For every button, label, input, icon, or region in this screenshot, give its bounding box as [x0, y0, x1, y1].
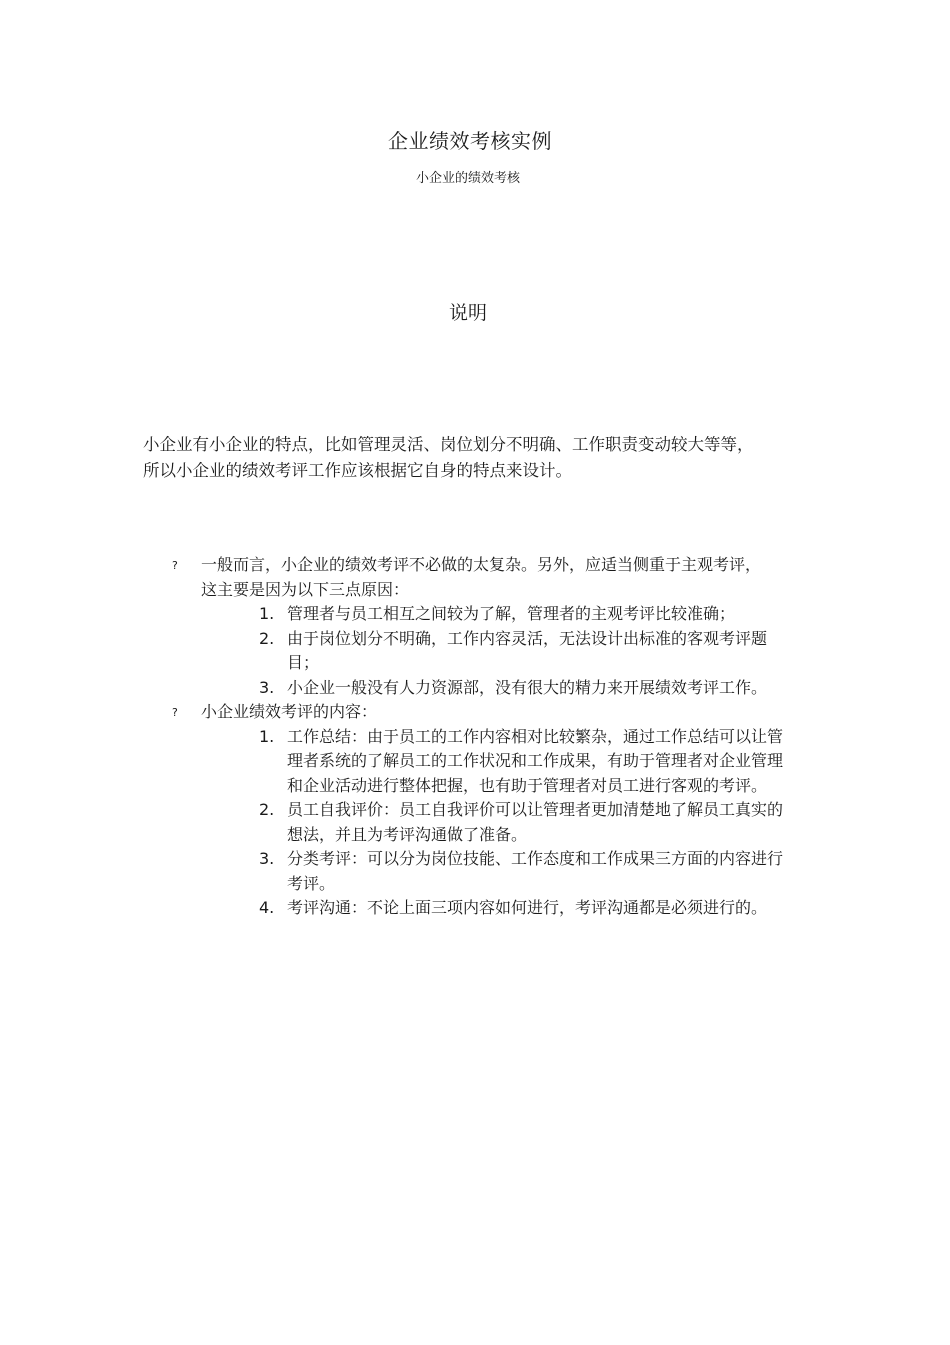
section-heading: 说明: [448, 302, 487, 324]
list-item-text: 考评沟通：不论上面三项内容如何进行，考评沟通都是必须进行的。: [287, 898, 768, 917]
numbered-list-reasons: [230, 602, 772, 700]
document-subtitle: 小企业的绩效考核: [415, 171, 520, 186]
list-item-text: 小企业一般没有人力资源部，没有很大的精力来开展绩效考评工作。: [287, 677, 768, 697]
list-number: 2.: [259, 628, 275, 648]
list-item: [230, 896, 790, 921]
numbered-list-contents: [230, 725, 784, 921]
list-item-text: 管理者与员工相互之间较为了解，管理者的主观考评比较准确；: [287, 604, 736, 623]
bullet-mark: ?: [172, 559, 178, 572]
list-number: 4.: [259, 898, 275, 917]
list-item: [230, 798, 790, 847]
document-title: 企业绩效考核实例: [388, 129, 552, 153]
bullet-mark: ?: [172, 706, 178, 719]
bullet-item-contents: [172, 700, 784, 921]
bullet-item-reasons: [172, 553, 772, 700]
list-number: 3.: [259, 677, 275, 697]
bullet-list: [172, 553, 784, 921]
list-number: 1.: [259, 726, 275, 746]
list-item-text: 工作总结：由于员工的工作内容相对比较繁杂，通过工作总结可以让管理者系统的了解员工的工作状况和工作成果，有助于管理者对企业管理和企业活动进行整体把握，也有助于管理者对员工进行客观的考评。: [287, 726, 784, 795]
list-number: 3.: [259, 849, 275, 868]
list-item: [230, 847, 790, 896]
list-number: 2.: [259, 800, 275, 819]
list-item: [230, 676, 790, 701]
intro-paragraph: 小企业有小企业的特点，比如管理灵活、岗位划分不明确、工作职责变动较大等等，所以小企业的绩效考评工作应该根据它自身的特点来设计。: [143, 435, 754, 480]
list-item: [230, 627, 790, 676]
list-item: [230, 602, 790, 627]
list-item-text: 由于岗位划分不明确，工作内容灵活，无法设计出标准的客观考评题目；: [287, 628, 768, 672]
list-item-text: 员工自我评价：员工自我评价可以让管理者更加清楚地了解员工真实的想法，并且为考评沟通做了准备。: [287, 800, 784, 844]
bullet-text: 小企业绩效考评的内容：: [201, 702, 378, 721]
list-item-text: 分类考评：可以分为岗位技能、工作态度和工作成果三方面的内容进行考评。: [287, 849, 784, 893]
list-item: [230, 725, 790, 799]
bullet-text: 一般而言，小企业的绩效考评不必做的太复杂。另外，应适当侧重于主观考评，这主要是因为以下三点原因：: [201, 555, 762, 599]
list-number: 1.: [259, 604, 275, 623]
